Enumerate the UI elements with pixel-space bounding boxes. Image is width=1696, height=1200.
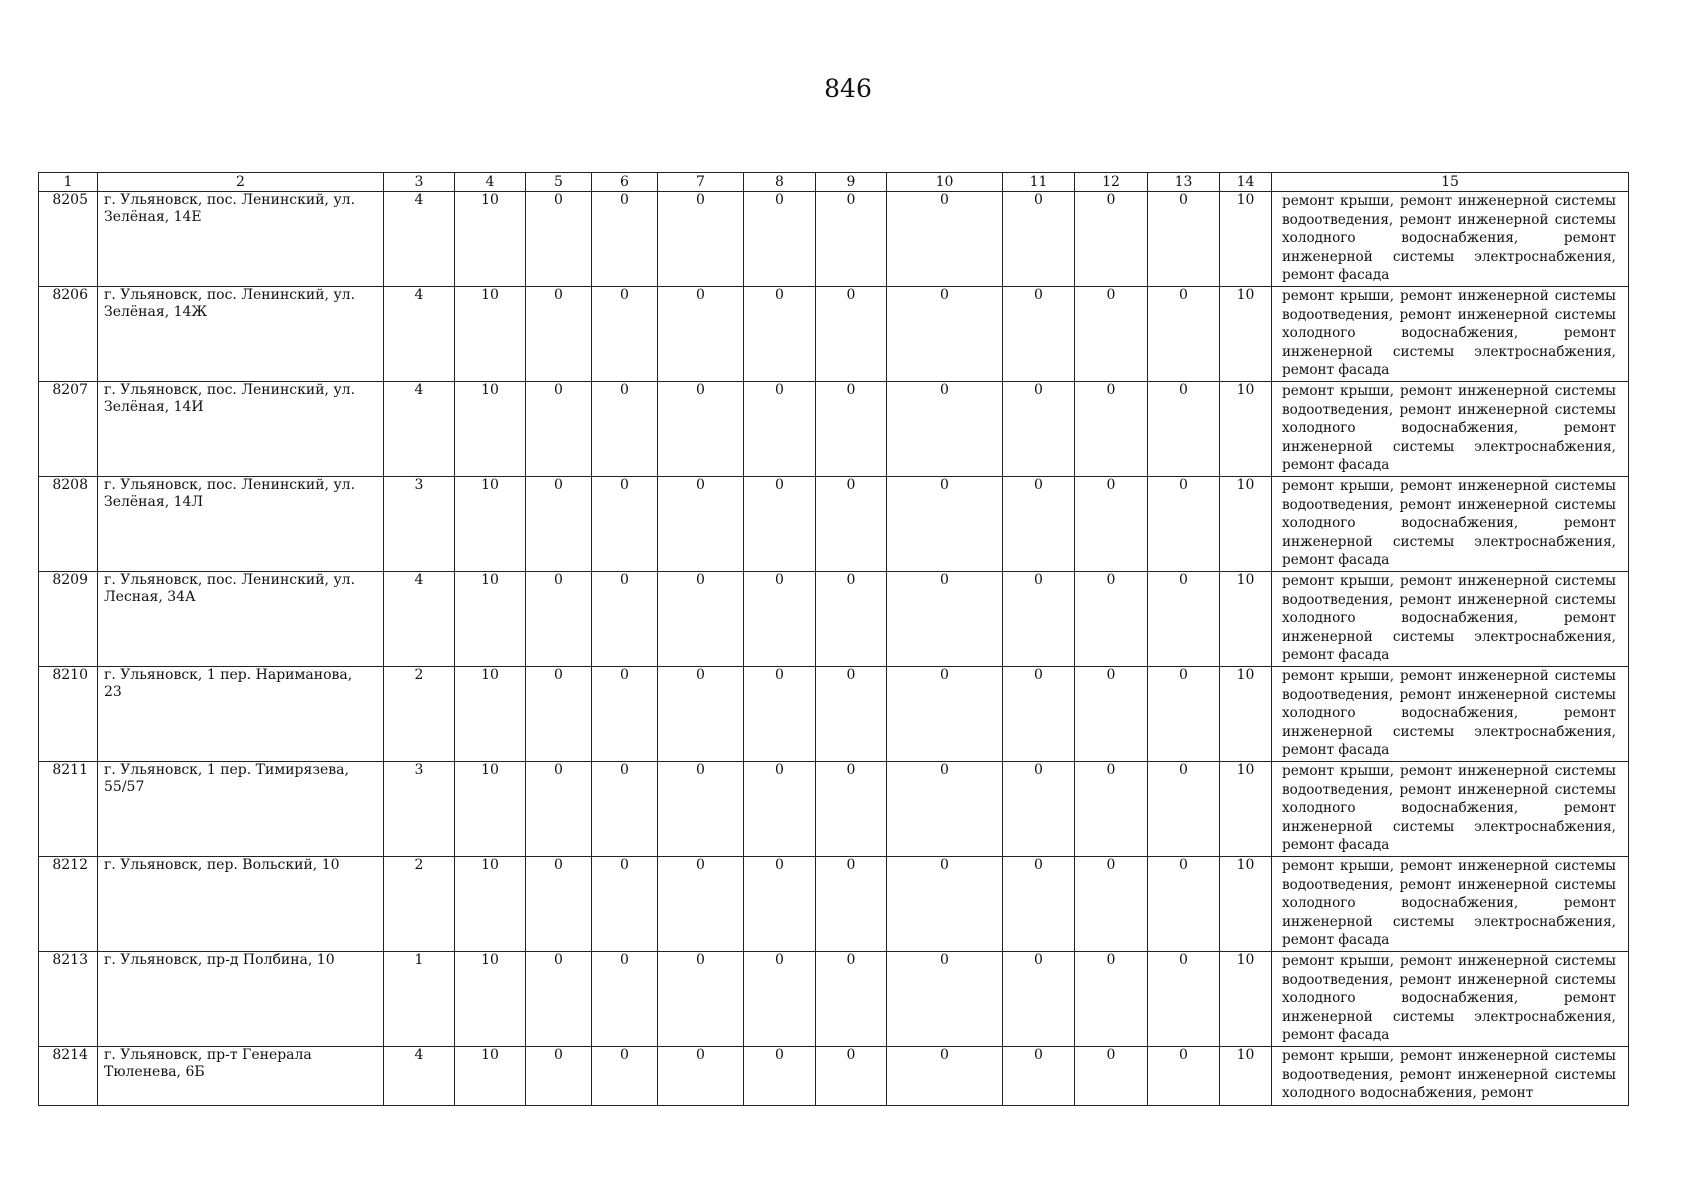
value-cell-c11: 0 [1003,287,1075,382]
column-header: 7 [658,173,744,192]
value-cell-c14: 10 [1220,477,1272,572]
repair-program-table [38,172,1629,1106]
value-cell-c12: 0 [1075,287,1148,382]
column-header: 9 [816,173,887,192]
column-header: 3 [384,173,455,192]
value-cell-c8: 0 [744,382,816,477]
value-cell-c14: 10 [1220,287,1272,382]
value-cell-c5: 0 [526,857,592,952]
row-number-cell: 8209 [39,572,98,667]
column-header: 10 [887,173,1003,192]
value-cell-c8: 0 [744,192,816,287]
value-cell-c6: 0 [592,192,658,287]
value-cell-c3: 3 [384,762,455,857]
value-cell-c3: 4 [384,1047,455,1106]
table-row [39,857,1629,952]
value-cell-c6: 0 [592,382,658,477]
value-cell-c14: 10 [1220,857,1272,952]
address-cell: г. Ульяновск, пос. Ленинский, ул. Зелёная, 14Л [98,477,384,572]
value-cell-c8: 0 [744,572,816,667]
value-cell-c4: 10 [455,857,526,952]
value-cell-c13: 0 [1148,762,1220,857]
value-cell-c4: 10 [455,287,526,382]
address-cell: г. Ульяновск, пос. Ленинский, ул. Зелёная, 14Ж [98,287,384,382]
value-cell-c12: 0 [1075,857,1148,952]
value-cell-c11: 0 [1003,382,1075,477]
table-row [39,192,1629,287]
value-cell-c7: 0 [658,572,744,667]
column-number-row [39,173,1629,192]
row-number-cell: 8205 [39,192,98,287]
value-cell-c4: 10 [455,572,526,667]
value-cell-c7: 0 [658,667,744,762]
row-number-cell: 8206 [39,287,98,382]
value-cell-c13: 0 [1148,952,1220,1047]
value-cell-c5: 0 [526,287,592,382]
value-cell-c3: 3 [384,477,455,572]
value-cell-c4: 10 [455,667,526,762]
address-cell: г. Ульяновск, 1 пер. Тимирязева, 55/57 [98,762,384,857]
value-cell-c10: 0 [887,287,1003,382]
value-cell-c10: 0 [887,572,1003,667]
value-cell-c3: 4 [384,382,455,477]
column-header: 4 [455,173,526,192]
value-cell-c13: 0 [1148,192,1220,287]
value-cell-c3: 2 [384,667,455,762]
works-description-cell: ремонт крыши, ремонт инженерной системы водоотведения, ремонт инженерной системы холодного водоснабжения, ремонт инженерной системы электроснабжения, ремонт фасада [1272,667,1629,762]
value-cell-c7: 0 [658,382,744,477]
value-cell-c13: 0 [1148,477,1220,572]
value-cell-c5: 0 [526,477,592,572]
value-cell-c9: 0 [816,762,887,857]
value-cell-c10: 0 [887,192,1003,287]
value-cell-c6: 0 [592,952,658,1047]
value-cell-c6: 0 [592,1047,658,1106]
works-description-cell: ремонт крыши, ремонт инженерной системы водоотведения, ремонт инженерной системы холодного водоснабжения, ремонт инженерной системы электроснабжения, ремонт фасада [1272,572,1629,667]
value-cell-c5: 0 [526,382,592,477]
value-cell-c4: 10 [455,192,526,287]
value-cell-c4: 10 [455,1047,526,1106]
column-header: 5 [526,173,592,192]
column-header: 8 [744,173,816,192]
value-cell-c9: 0 [816,667,887,762]
value-cell-c6: 0 [592,762,658,857]
works-description-cell: ремонт крыши, ремонт инженерной системы водоотведения, ремонт инженерной системы холодного водоснабжения, ремонт инженерной системы электроснабжения, ремонт фасада [1272,382,1629,477]
works-description-cell: ремонт крыши, ремонт инженерной системы водоотведения, ремонт инженерной системы холодного водоснабжения, ремонт инженерной системы электроснабжения, ремонт фасада [1272,857,1629,952]
value-cell-c7: 0 [658,477,744,572]
row-number-cell: 8208 [39,477,98,572]
value-cell-c10: 0 [887,762,1003,857]
row-number-cell: 8210 [39,667,98,762]
value-cell-c5: 0 [526,1047,592,1106]
works-description-cell: ремонт крыши, ремонт инженерной системы водоотведения, ремонт инженерной системы холодного водоснабжения, ремонт [1272,1047,1629,1106]
value-cell-c4: 10 [455,382,526,477]
value-cell-c11: 0 [1003,857,1075,952]
value-cell-c3: 4 [384,572,455,667]
value-cell-c10: 0 [887,1047,1003,1106]
works-description-cell: ремонт крыши, ремонт инженерной системы водоотведения, ремонт инженерной системы холодного водоснабжения, ремонт инженерной системы электроснабжения, ремонт фасада [1272,762,1629,857]
value-cell-c7: 0 [658,287,744,382]
row-number-cell: 8211 [39,762,98,857]
value-cell-c7: 0 [658,1047,744,1106]
value-cell-c8: 0 [744,477,816,572]
value-cell-c13: 0 [1148,667,1220,762]
value-cell-c12: 0 [1075,477,1148,572]
value-cell-c11: 0 [1003,477,1075,572]
value-cell-c12: 0 [1075,192,1148,287]
value-cell-c6: 0 [592,477,658,572]
value-cell-c5: 0 [526,192,592,287]
value-cell-c11: 0 [1003,192,1075,287]
value-cell-c7: 0 [658,192,744,287]
value-cell-c14: 10 [1220,382,1272,477]
value-cell-c11: 0 [1003,572,1075,667]
value-cell-c8: 0 [744,667,816,762]
value-cell-c6: 0 [592,857,658,952]
value-cell-c14: 10 [1220,952,1272,1047]
value-cell-c3: 4 [384,287,455,382]
column-header: 14 [1220,173,1272,192]
column-header: 12 [1075,173,1148,192]
value-cell-c3: 2 [384,857,455,952]
table-row [39,287,1629,382]
value-cell-c11: 0 [1003,952,1075,1047]
value-cell-c11: 0 [1003,1047,1075,1106]
page-number: 846 [824,74,872,103]
value-cell-c11: 0 [1003,667,1075,762]
value-cell-c10: 0 [887,952,1003,1047]
value-cell-c14: 10 [1220,667,1272,762]
value-cell-c4: 10 [455,952,526,1047]
value-cell-c4: 10 [455,762,526,857]
value-cell-c9: 0 [816,952,887,1047]
address-cell: г. Ульяновск, пр-т Генерала Тюленева, 6Б [98,1047,384,1106]
value-cell-c14: 10 [1220,762,1272,857]
row-number-cell: 8214 [39,1047,98,1106]
value-cell-c4: 10 [455,477,526,572]
value-cell-c6: 0 [592,572,658,667]
value-cell-c14: 10 [1220,1047,1272,1106]
value-cell-c8: 0 [744,857,816,952]
table-row [39,572,1629,667]
value-cell-c12: 0 [1075,1047,1148,1106]
address-cell: г. Ульяновск, пос. Ленинский, ул. Зелёная, 14Е [98,192,384,287]
value-cell-c7: 0 [658,857,744,952]
value-cell-c10: 0 [887,477,1003,572]
value-cell-c5: 0 [526,572,592,667]
value-cell-c8: 0 [744,952,816,1047]
column-header: 2 [98,173,384,192]
column-header: 15 [1272,173,1629,192]
table-row [39,382,1629,477]
row-number-cell: 8213 [39,952,98,1047]
value-cell-c7: 0 [658,762,744,857]
column-header: 11 [1003,173,1075,192]
value-cell-c13: 0 [1148,382,1220,477]
value-cell-c14: 10 [1220,192,1272,287]
works-description-cell: ремонт крыши, ремонт инженерной системы водоотведения, ремонт инженерной системы холодного водоснабжения, ремонт инженерной системы электроснабжения, ремонт фасада [1272,287,1629,382]
works-description-cell: ремонт крыши, ремонт инженерной системы водоотведения, ремонт инженерной системы холодного водоснабжения, ремонт инженерной системы электроснабжения, ремонт фасада [1272,477,1629,572]
value-cell-c13: 0 [1148,1047,1220,1106]
table-row [39,667,1629,762]
works-description-cell: ремонт крыши, ремонт инженерной системы водоотведения, ремонт инженерной системы холодного водоснабжения, ремонт инженерной системы электроснабжения, ремонт фасада [1272,192,1629,287]
value-cell-c6: 0 [592,287,658,382]
value-cell-c9: 0 [816,382,887,477]
value-cell-c8: 0 [744,762,816,857]
row-number-cell: 8207 [39,382,98,477]
table-row [39,477,1629,572]
value-cell-c12: 0 [1075,762,1148,857]
address-cell: г. Ульяновск, 1 пер. Нариманова, 23 [98,667,384,762]
value-cell-c6: 0 [592,667,658,762]
value-cell-c9: 0 [816,572,887,667]
address-cell: г. Ульяновск, пос. Ленинский, ул. Лесная, 34А [98,572,384,667]
value-cell-c13: 0 [1148,287,1220,382]
table-body [39,173,1629,1106]
address-cell: г. Ульяновск, пер. Вольский, 10 [98,857,384,952]
value-cell-c12: 0 [1075,952,1148,1047]
value-cell-c3: 1 [384,952,455,1047]
value-cell-c9: 0 [816,857,887,952]
value-cell-c13: 0 [1148,857,1220,952]
value-cell-c8: 0 [744,1047,816,1106]
works-description-cell: ремонт крыши, ремонт инженерной системы водоотведения, ремонт инженерной системы холодного водоснабжения, ремонт инженерной системы электроснабжения, ремонт фасада [1272,952,1629,1047]
value-cell-c14: 10 [1220,572,1272,667]
row-number-cell: 8212 [39,857,98,952]
value-cell-c9: 0 [816,477,887,572]
value-cell-c8: 0 [744,287,816,382]
table-row [39,1047,1629,1106]
value-cell-c12: 0 [1075,572,1148,667]
address-cell: г. Ульяновск, пр-д Полбина, 10 [98,952,384,1047]
address-cell: г. Ульяновск, пос. Ленинский, ул. Зелёная, 14И [98,382,384,477]
value-cell-c7: 0 [658,952,744,1047]
value-cell-c5: 0 [526,762,592,857]
value-cell-c13: 0 [1148,572,1220,667]
column-header: 13 [1148,173,1220,192]
table-row [39,762,1629,857]
table-row [39,952,1629,1047]
value-cell-c5: 0 [526,952,592,1047]
value-cell-c12: 0 [1075,667,1148,762]
value-cell-c12: 0 [1075,382,1148,477]
value-cell-c9: 0 [816,192,887,287]
column-header: 1 [39,173,98,192]
value-cell-c3: 4 [384,192,455,287]
value-cell-c10: 0 [887,667,1003,762]
value-cell-c11: 0 [1003,762,1075,857]
value-cell-c10: 0 [887,382,1003,477]
column-header: 6 [592,173,658,192]
value-cell-c5: 0 [526,667,592,762]
value-cell-c10: 0 [887,857,1003,952]
value-cell-c9: 0 [816,287,887,382]
value-cell-c9: 0 [816,1047,887,1106]
